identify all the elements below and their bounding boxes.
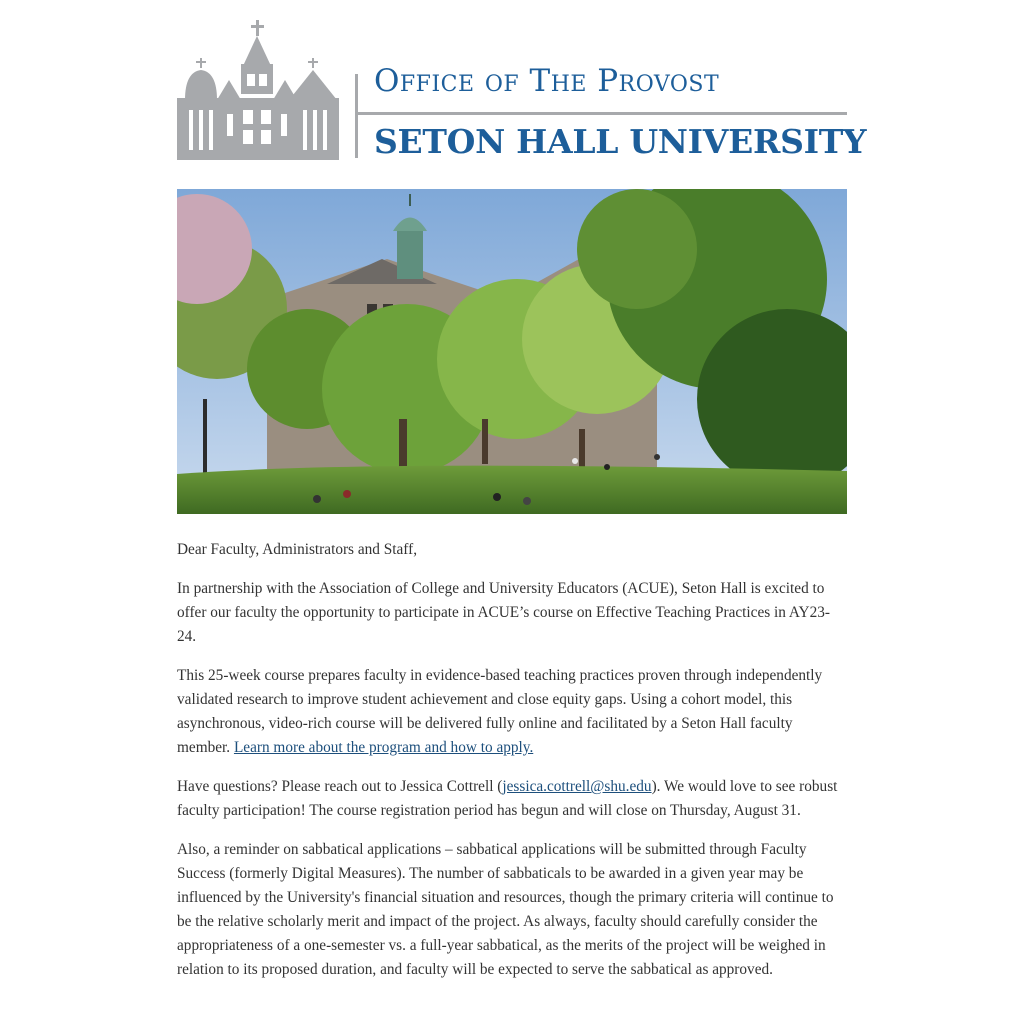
paragraph-course bbox=[177, 664, 849, 760]
questions-text-start: Have questions? Please reach out to Jessica Cottrell ( bbox=[177, 778, 503, 795]
header-divider-vertical bbox=[355, 74, 358, 158]
office-title: Office of The Provost bbox=[374, 63, 720, 99]
email-page bbox=[177, 0, 867, 978]
campus-photo bbox=[177, 189, 847, 514]
paragraph-questions bbox=[177, 775, 849, 823]
campus-photo-illustration bbox=[177, 189, 847, 514]
email-link[interactable]: jessica.cottrell@shu.edu bbox=[502, 778, 652, 795]
letter-body bbox=[177, 538, 849, 997]
header-divider-horizontal bbox=[357, 112, 847, 115]
questions-text-end: ). We would love to see robust faculty participation! The course registration period has begun and will close on Thursday, August 31. bbox=[177, 778, 838, 819]
provost-header bbox=[177, 0, 867, 180]
paragraph-partnership: In partnership with the Association of College and University Educators (ACUE), Seton Hall is excited to offer our faculty the opportunity to participate in ACUE’s course on Effective Teaching Practices in AY23-24. bbox=[177, 580, 830, 645]
paragraph-sabbatical: Also, a reminder on sabbatical applications – sabbatical applications will be submitted through Faculty Success (formerly Digital Measures). The number of sabbaticals to be awarded in a given year may be influenced by the University's financial situation and resources, though the primary criteria will continue to be the relative scholarly merit and impact of the project. As always, faculty should carefully consider the appropriateness of a one-semester vs. a full-year sabbatical, as the merits of the project will be weighed in relation to its proposed duration, and faculty will be expected to serve the sabbatical as approved. bbox=[177, 841, 834, 978]
university-name: SETON HALL UNIVERSITY bbox=[374, 122, 867, 161]
course-text: This 25-week course prepares faculty in evidence-based teaching practices proven through independently validated research to improve student achievement and close equity gaps. Using a cohort model, this asynchronous, video-rich course will be delivered fully online and facilitated by a Seton Hall faculty member. bbox=[177, 667, 823, 756]
greeting: Dear Faculty, Administrators and Staff, bbox=[177, 541, 418, 558]
chapel-seal-logo bbox=[177, 18, 339, 160]
learn-more-link[interactable]: Learn more about the program and how to apply. bbox=[233, 739, 534, 756]
